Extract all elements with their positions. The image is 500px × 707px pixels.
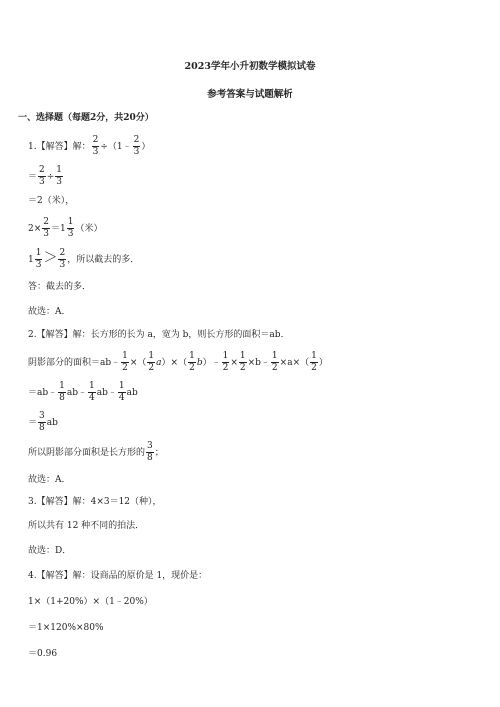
q4-line4: ＝0.96 [28, 649, 58, 659]
q3-line2: 所以共有 12 种不同的拍法． [28, 521, 145, 531]
section-heading: 一、选择题（每题2分，共20分） [18, 113, 154, 123]
q2-line3: ＝ab﹣ $\frac{1}{8}$ ab﹣ $\frac{1}{4}$ ab﹣ $\frac{1}{4}$ ab [28, 381, 138, 403]
q1-line4: 2× $\frac{2}{3}$ ＝1 $\frac{1}{3}$ （米） [28, 217, 103, 239]
fraction-1-2: $\frac{1}{2}$ [239, 351, 246, 373]
q4-line1: 4.【解答】解：设商品的原价是 1，现价是： [28, 571, 208, 581]
q3-choice: 故选：D． [28, 546, 72, 556]
fraction-2-3: $\frac{2}{3}$ [92, 135, 99, 157]
q2-choice: 故选：A． [28, 475, 71, 485]
fraction-1-3: $\frac{1}{3}$ [56, 165, 63, 187]
fraction-1-2: $\frac{1}{2}$ [148, 351, 155, 373]
fraction-3-8: $\frac{3}{8}$ [147, 441, 153, 463]
q3-line1: 3.【解答】解：4×3＝12（种）， [28, 497, 162, 507]
q1-label: 1.【解答】解： [28, 142, 91, 152]
fraction-3-8: $\frac{3}{8}$ [39, 411, 45, 433]
fraction-1-2: $\frac{1}{2}$ [122, 351, 128, 373]
fraction-1-8: $\frac{1}{8}$ [59, 381, 65, 403]
fraction-1-2: $\frac{1}{2}$ [271, 351, 278, 373]
fraction-2-3: $\frac{2}{3}$ [43, 217, 50, 239]
fraction-1-2: $\frac{1}{2}$ [311, 351, 317, 373]
q2-line1: 2.【解答】解：长方形的长为 a，宽为 b，则长方形的面积＝ab． [28, 330, 290, 340]
page-title: 2023学年小升初数学模拟试卷 [184, 61, 316, 72]
fraction-1-2: $\frac{1}{2}$ [222, 351, 229, 373]
q4-line2: 1×（1+20%）×（1﹣20%） [28, 597, 153, 607]
fraction-1-4: $\frac{1}{4}$ [89, 381, 95, 403]
fraction-1-3: $\frac{1}{3}$ [35, 248, 42, 270]
q4-line3: ＝1×120%×80% [28, 623, 104, 633]
fraction-1-2: $\frac{1}{2}$ [189, 351, 195, 373]
q2-line5: 所以阴影部分面积是长方形的 $\frac{3}{8}$ ； [28, 441, 164, 463]
fraction-2-3: $\frac{2}{3}$ [133, 135, 140, 157]
q1-line2: ＝ $\frac{2}{3}$ ÷ $\frac{1}{3}$ [28, 165, 63, 187]
q1-line3: ＝2（米）， [28, 196, 75, 206]
q2-line2: 阴影部分的面积＝ab﹣ $\frac{1}{2}$ ×（ $\frac{1}{2}$ a）×（ $\frac{1}{2}$ b）﹣ $\frac{1}{2}$ × $\frac{1}{2}$ ×b﹣ $\frac{1}{2}$ ×a×（ $\frac{1}{2}$ ） [28, 351, 328, 373]
q1-line1: 1.【解答】解： $\frac{2}{3}$ ÷（1﹣ $\frac{2}{3}$ ） [28, 135, 151, 157]
fraction-1-4: $\frac{1}{4}$ [118, 381, 125, 403]
q1-choice: 故选：A． [28, 307, 71, 317]
fraction-2-3: $\frac{2}{3}$ [39, 165, 45, 187]
q1-line5: 1 $\frac{1}{3}$ ＞ $\frac{2}{3}$ ，所以截去的多． [28, 248, 140, 270]
q1-answer: 答：截去的多． [28, 282, 92, 292]
page-subtitle: 参考答案与试题解析 [207, 89, 293, 100]
fraction-2-3: $\frac{2}{3}$ [59, 248, 66, 270]
fraction-1-3: $\frac{1}{3}$ [67, 217, 74, 239]
q2-line4: ＝ $\frac{3}{8}$ ab [28, 411, 58, 433]
